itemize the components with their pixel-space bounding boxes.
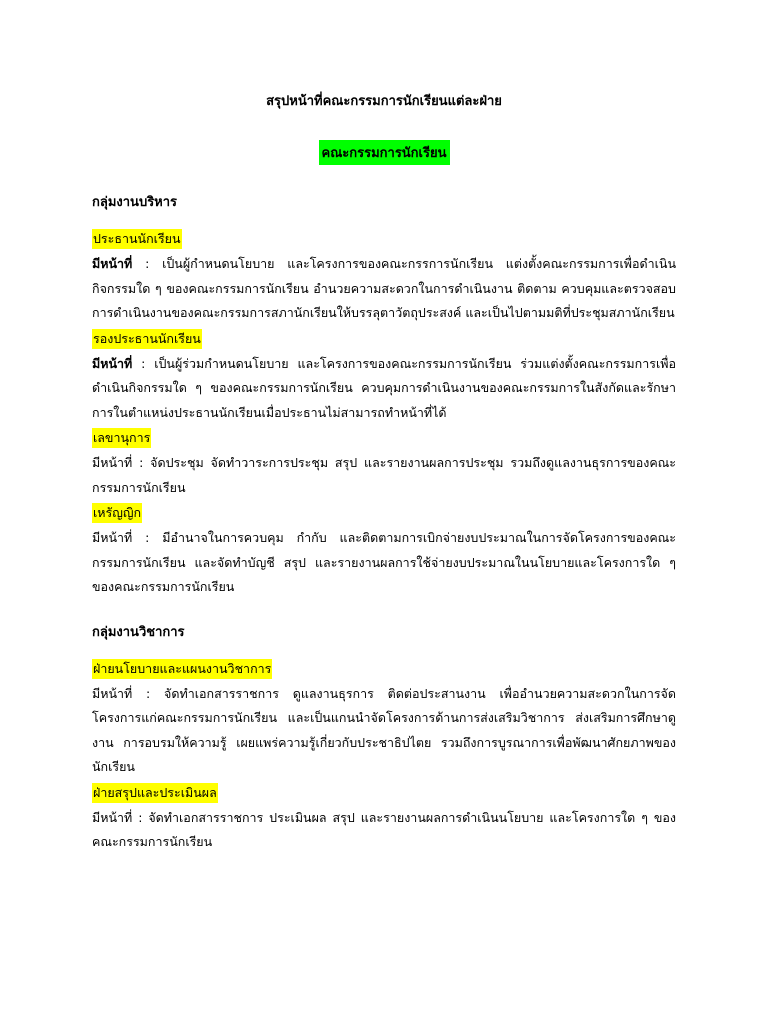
role-block-evaluation — [92, 780, 676, 855]
duty-text-evaluation: มีหน้าที่ : จัดทำเอกสารราชการ ประเมินผล สรุป และรายงานผลการดำเนินนโยบาย และโครงการใด ๆ ของคณะกรรมการนักเรียน — [92, 809, 676, 849]
role-block-vice-president — [92, 326, 676, 426]
spacer — [92, 216, 676, 226]
subtitle-wrapper — [0, 140, 768, 165]
duty-body: : เป็นผู้กำหนดนโยบาย และโครงการของคณะกรรการนักเรียน แต่งตั้งคณะกรรมการเพื่อดำเนินกิจกรรมใด ๆ ของคณะกรรมการนักเรียน อำนวยความสะดวกในการดำเนินงาน ติดตาม ควบคุมและตรวจสอบ การดำเนินงานของคณะกรรมการสภานักเรียนให้บรรลุตาวัตถุประสงค์ และเป็นไปตามมติที่ประชุมสภานักเรียน — [92, 256, 676, 320]
duty-text-vice-president — [92, 352, 676, 426]
spacer — [92, 600, 676, 620]
role-label-policy-planning: ฝ่ายนโยบายและแผนงานวิชาการ — [92, 659, 272, 679]
role-block-secretary — [92, 425, 676, 500]
role-block-policy-planning — [92, 656, 676, 780]
document-title: สรุปหน้าที่คณะกรรมการนักเรียนแต่ละฝ่าย — [266, 94, 502, 109]
duty-text-president — [92, 252, 676, 326]
document-subtitle: คณะกรรมการนักเรียน — [319, 140, 450, 165]
duty-label: มีหน้าที่ — [92, 355, 133, 371]
duty-body: : เป็นผู้ร่วมกำหนดนโยบาย และโครงการของคณะกรรมการนักเรียน ร่วมแต่งตั้งคณะกรรมการเพื่อดำเนินกิจกรรมใด ๆ ของคณะกรรมการนักเรียน ควบคุมการดำเนินงานของคณะกรรมการในสังกัดและรักษาการในตำแหน่งประธานนักเรียนเมื่อประธานไม่สามารถทำหน้าที่ได้ — [92, 355, 676, 420]
section-heading-admin: กลุ่มงานบริหาร — [92, 195, 178, 210]
duty-label: มีหน้าที่ — [92, 256, 133, 271]
section-heading-academic: กลุ่มงานวิชาการ — [92, 624, 185, 640]
duty-text-policy-planning: มีหน้าที่ : จัดทำเอกสารราชการ ดูแลงานธุรการ ติดต่อประสานงาน เพื่ออำนวยความสะดวกในการจัดโครงการแก่คณะกรรมการนักเรียน และเป็นแกนนำจัดโครงการด้านการส่งเสริมวิชาการ ส่งเสริมการศึกษาดูงาน การอบรมให้ความรู้ เผยแพร่ความรู้เกี่ยวกับประชาธิปไตย รวมถึงการบูรณาการเพื่อพัฒนาศักยภาพของนักเรียน — [92, 685, 676, 774]
role-label-treasurer: เหรัญญิก — [92, 503, 142, 523]
role-label-president: ประธานนักเรียน — [92, 229, 182, 249]
duty-text-secretary: มีหน้าที่ : จัดประชุม จัดทำวาระการประชุม สรุป และรายงานผลการประชุม รวมถึงดูแลงานธุรการของคณะกรรมการนักเรียน — [92, 455, 676, 495]
role-label-secretary: เลขานุการ — [92, 428, 151, 448]
spacer — [92, 646, 676, 656]
document-body — [92, 190, 676, 855]
role-block-president — [92, 226, 676, 326]
role-block-treasurer — [92, 500, 676, 600]
duty-text-treasurer: มีหน้าที่ : มีอำนาจในการควบคุม กำกับ และติดตามการเบิกจ่ายงบประมาณในการจัดโครงการของคณะกรรมการนักเรียน และจัดทำบัญชี สรุป และรายงานผลการใช้จ่ายงบประมาณในนโยบายและโครงการใด ๆ ของคณะกรรมการนักเรียน — [92, 530, 676, 594]
role-label-evaluation: ฝ่ายสรุปและประเมินผล — [92, 783, 218, 803]
role-label-vice-president: รองประธานนักเรียน — [92, 329, 202, 349]
